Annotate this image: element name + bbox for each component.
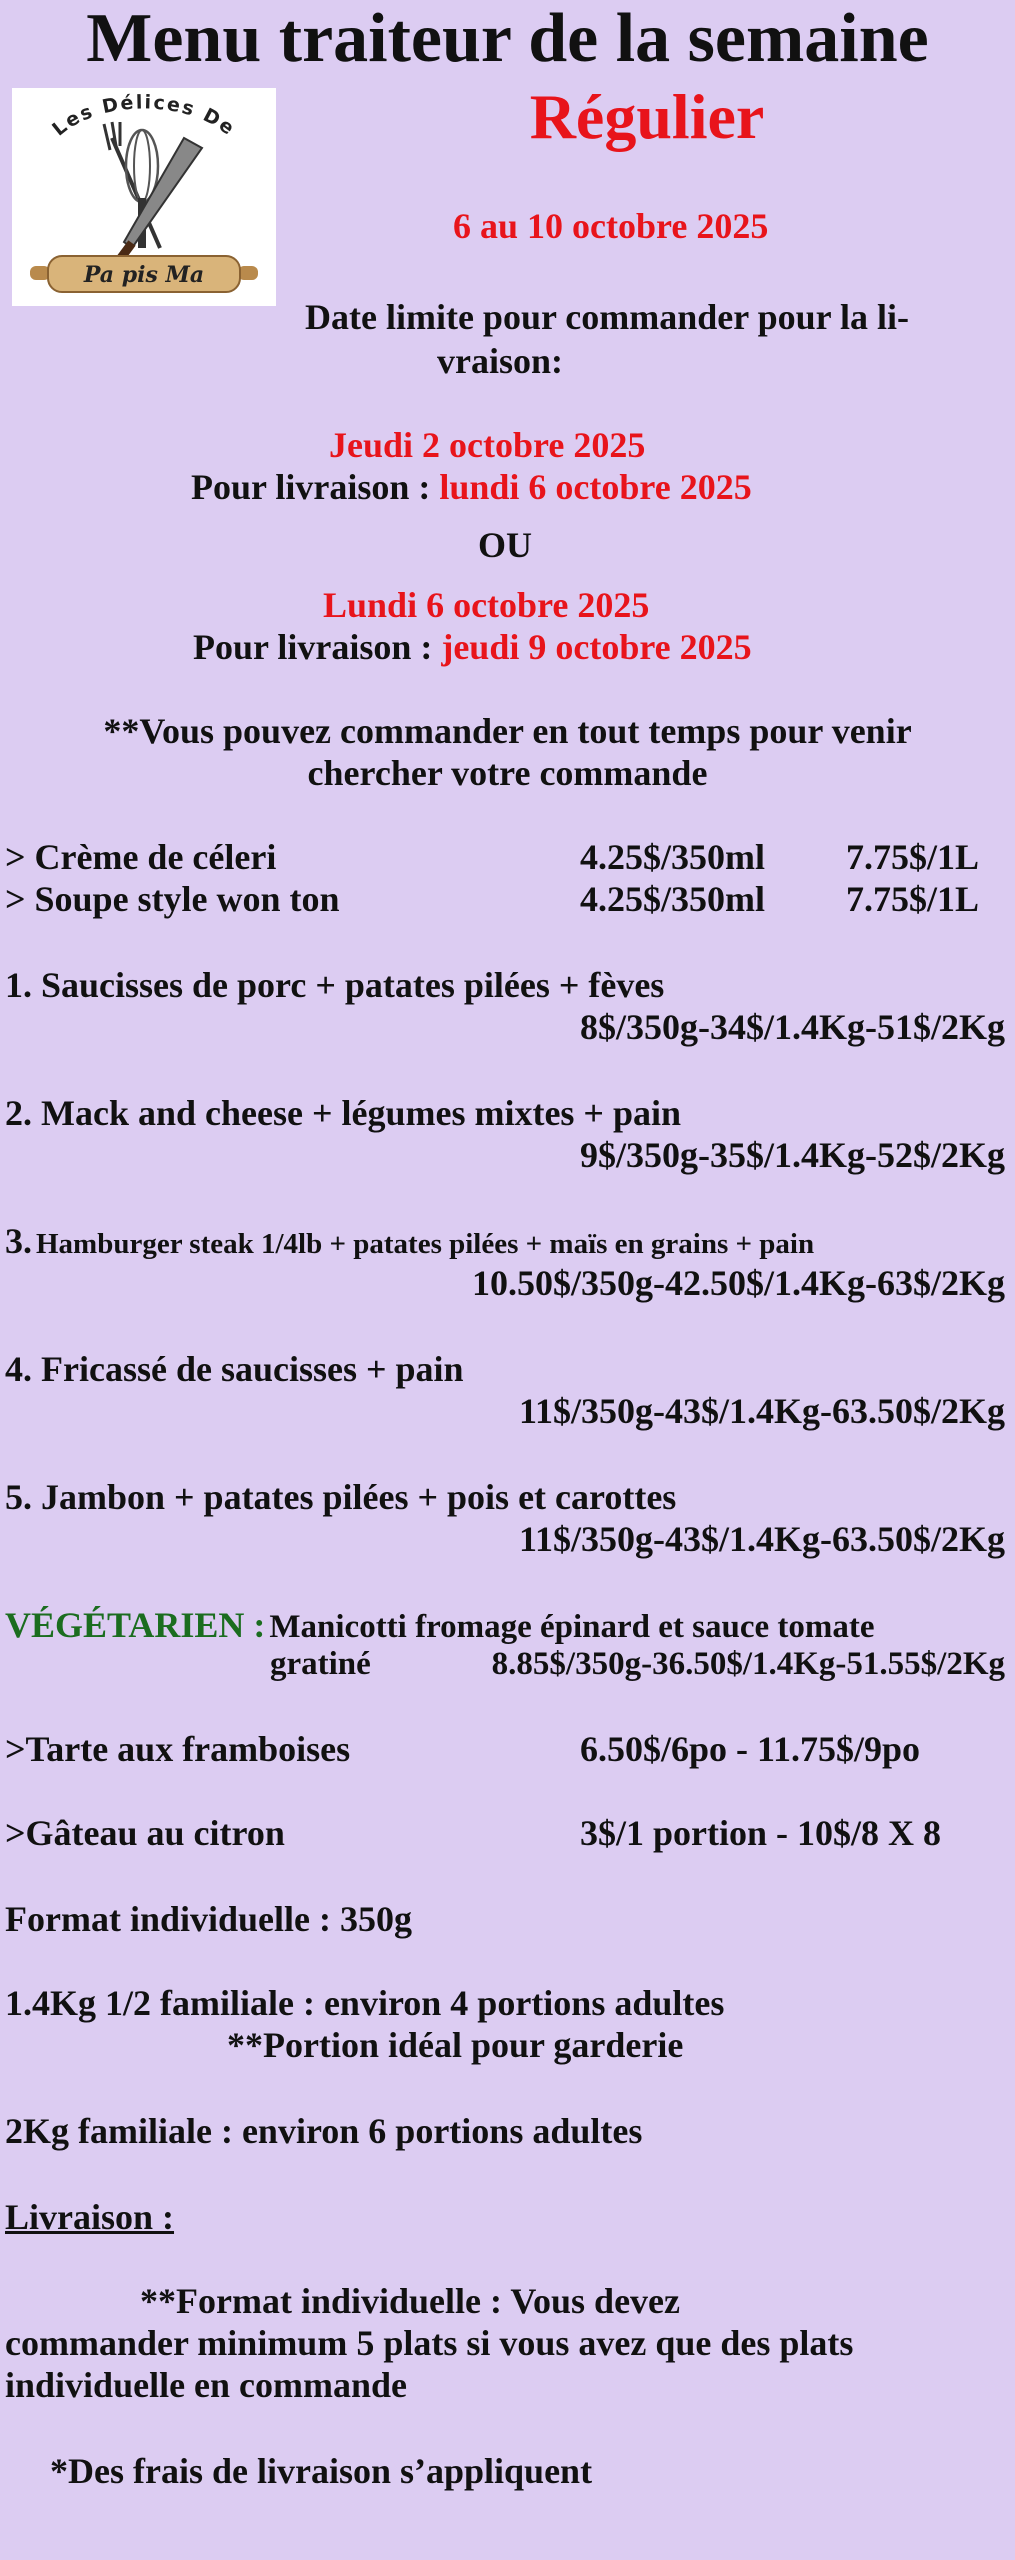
option2-order-date: Lundi 6 octobre 2025	[323, 585, 650, 625]
delivery-line-2: commander minimum 5 plats si vous avez que des plats	[5, 2323, 854, 2363]
week-dates: 6 au 10 octobre 2025	[453, 206, 769, 246]
meal-price: 11$/350g-43$/1.4Kg-63.50$/2Kg	[519, 1519, 1005, 1559]
page-title: Menu traiteur de la semaine	[86, 0, 929, 77]
dessert-price: 3$/1 portion - 10$/8 X 8	[580, 1813, 942, 1853]
meal-name: 5. Jambon + patates pilées + pois et carottes	[5, 1477, 677, 1517]
pickup-note-line-2: chercher votre commande	[307, 753, 708, 793]
meal-name: 2. Mack and cheese + légumes mixtes + pain	[5, 1093, 681, 1133]
menu-subtitle: Régulier	[529, 81, 765, 152]
soup-name: > Crème de céleri	[5, 837, 277, 877]
meal-price: 11$/350g-43$/1.4Kg-63.50$/2Kg	[519, 1391, 1005, 1431]
logo-arc-text: Les Délices De	[48, 91, 240, 141]
meal-price: 8$/350g-34$/1.4Kg-51$/2Kg	[580, 1007, 1005, 1047]
or-separator: OU	[478, 525, 532, 565]
svg-text:Les Délices De	[48, 91, 240, 140]
delivery-fees: *Des frais de livraison s’appliquent	[50, 2451, 593, 2491]
meal-name: 1. Saucisses de porc + patates pilées + fèves	[5, 965, 665, 1005]
delivery-prefix: Pour livraison :	[191, 467, 440, 507]
soup-price-large: 7.75$/1L	[846, 879, 980, 919]
meal-name: 4. Fricassé de saucisses + pain	[5, 1349, 464, 1389]
vegetarian-price: 8.85$/350g-36.50$/1.4Kg-51.55$/2Kg	[491, 1646, 1005, 1682]
delivery-line-1: **Format individuelle : Vous devez	[140, 2281, 681, 2321]
logo-banner-text: Pa pis Ma	[83, 262, 205, 288]
dessert-name: >Tarte aux framboises	[5, 1729, 351, 1769]
option2-delivery	[193, 626, 752, 668]
vegetarian-name: Manicotti fromage épinard et sauce tomate	[269, 1609, 875, 1645]
format-daycare-note: **Portion idéal pour garderie	[227, 2025, 684, 2065]
delivery-heading: Livraison :	[5, 2197, 175, 2237]
format-individual: Format individuelle : 350g	[5, 1899, 412, 1939]
dessert-name: >Gâteau au citron	[5, 1813, 285, 1853]
logo	[12, 88, 276, 306]
meal-price: 10.50$/350g-42.50$/1.4Kg-63$/2Kg	[472, 1263, 1005, 1303]
deadline-line-1: Date limite pour commander pour la li-	[305, 297, 909, 337]
pickup-note-line-1: **Vous pouvez commander en tout temps pour venir	[103, 711, 912, 751]
soup-price-large: 7.75$/1L	[846, 837, 980, 877]
soup-price-small: 4.25$/350ml	[580, 837, 765, 877]
deadline-line-2: vraison:	[437, 341, 563, 381]
option2-delivery-date: jeudi 9 octobre 2025	[441, 627, 752, 667]
delivery-prefix: Pour livraison :	[193, 627, 442, 667]
option1-delivery-date: lundi 6 octobre 2025	[439, 467, 752, 507]
meal-number: 3.	[5, 1221, 32, 1261]
delivery-line-3: individuelle en commande	[5, 2365, 408, 2405]
meal-price: 9$/350g-35$/1.4Kg-52$/2Kg	[580, 1135, 1005, 1175]
meal-name	[5, 1220, 814, 1262]
vegetarian-item	[5, 1604, 875, 1646]
soup-price-small: 4.25$/350ml	[580, 879, 765, 919]
dessert-price: 6.50$/6po - 11.75$/9po	[580, 1729, 921, 1769]
format-half-family: 1.4Kg 1/2 familiale : environ 4 portions adultes	[5, 1983, 725, 2023]
vegetarian-label: VÉGÉTARIEN :	[5, 1605, 266, 1645]
meal-description: Hamburger steak 1/4lb + patates pilées + maïs en grains + pain	[36, 1228, 815, 1260]
format-family: 2Kg familiale : environ 6 portions adultes	[5, 2111, 643, 2151]
utensils-rolling-pin-icon	[12, 88, 276, 306]
option1-order-date: Jeudi 2 octobre 2025	[329, 425, 646, 465]
vegetarian-name-cont: gratiné	[270, 1646, 371, 1682]
option1-delivery	[191, 466, 752, 508]
soup-name: > Soupe style won ton	[5, 879, 340, 919]
